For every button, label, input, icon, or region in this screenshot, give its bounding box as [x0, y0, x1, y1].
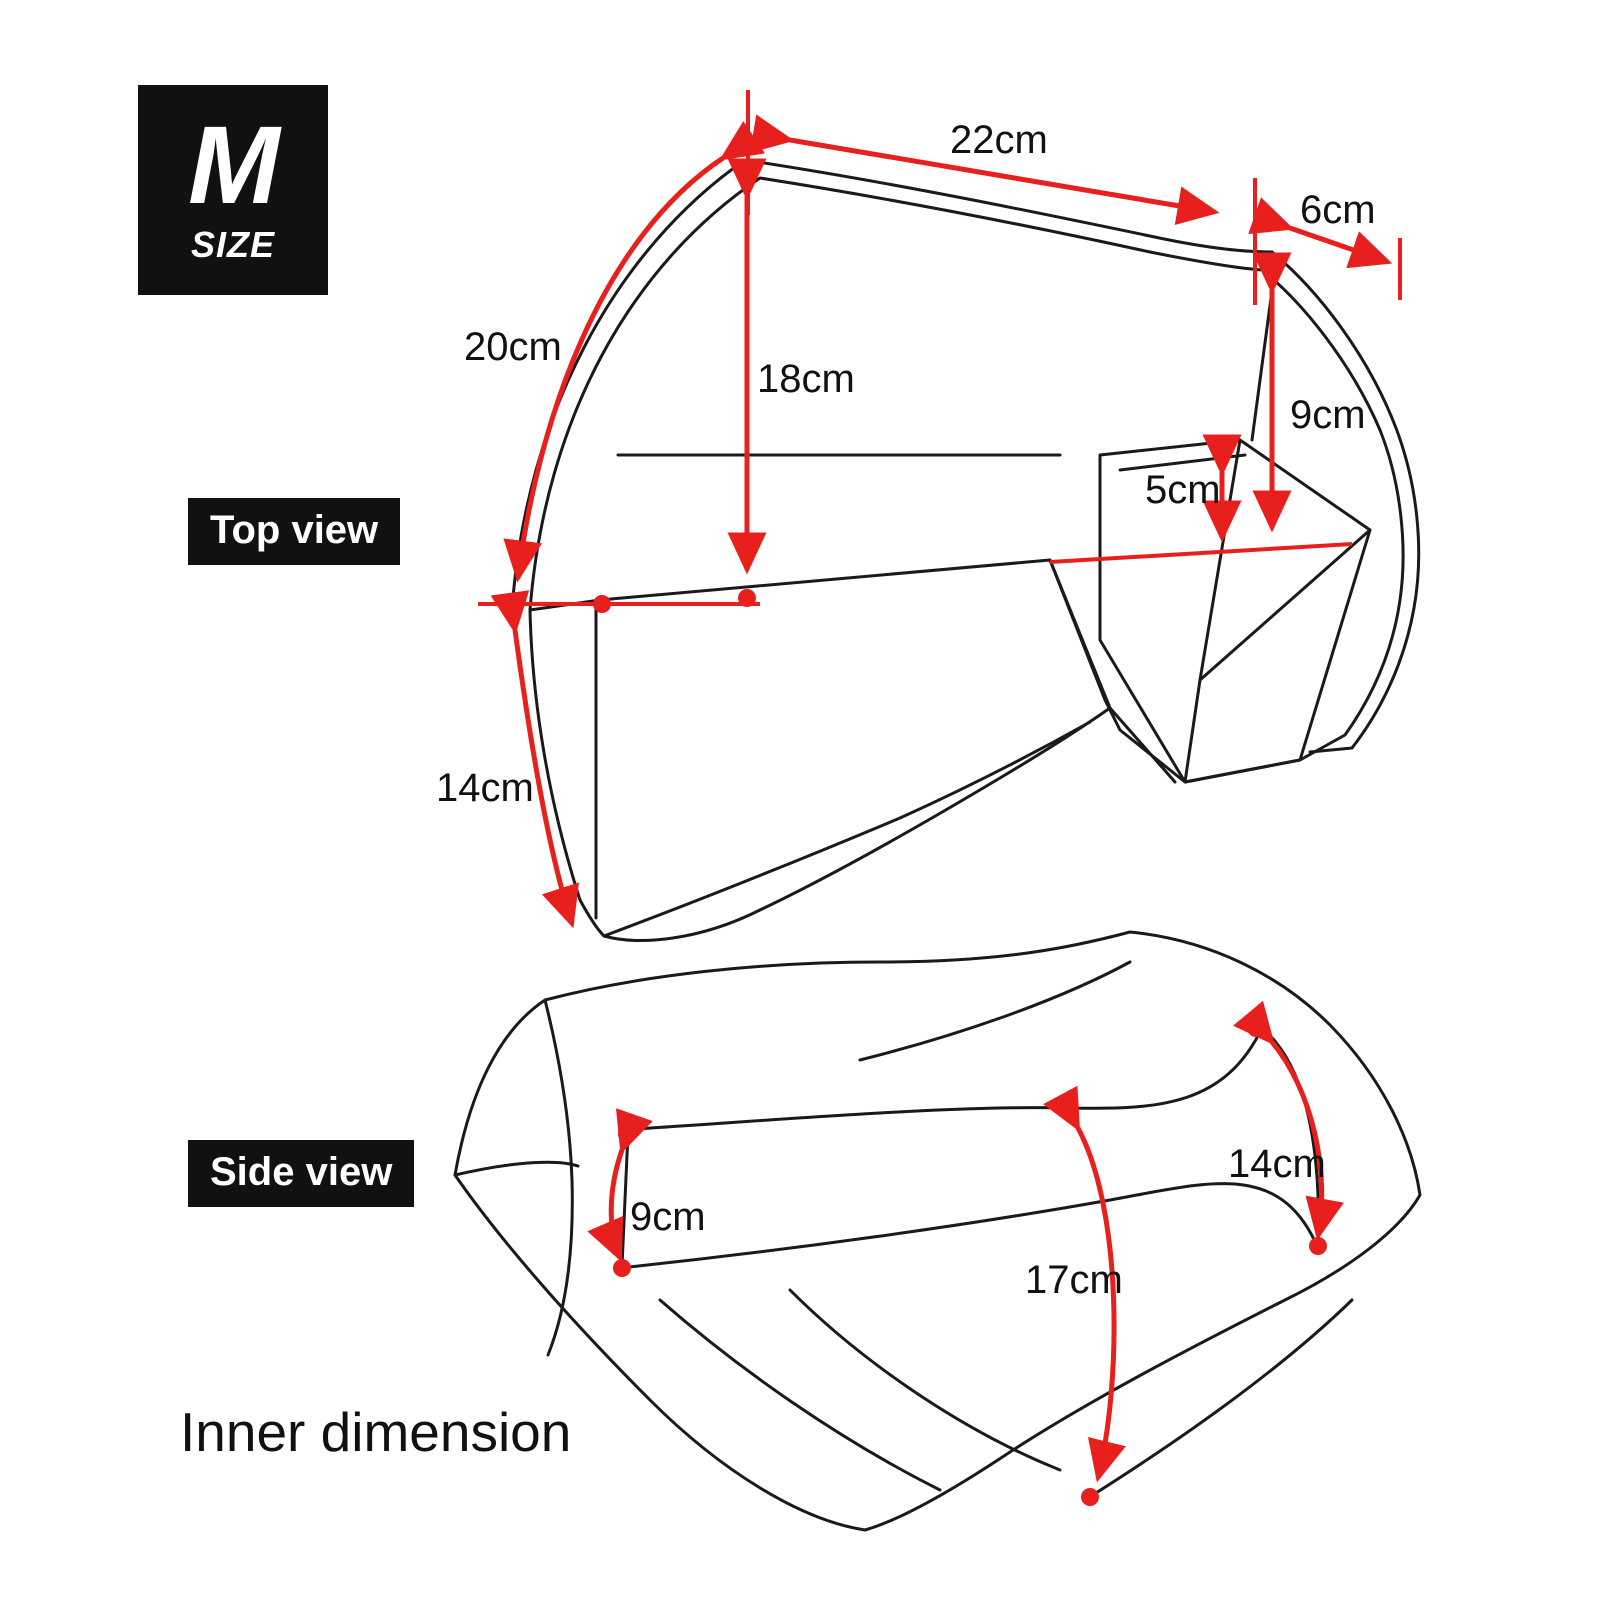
dimension-label-22cm: 22cm — [950, 118, 1048, 162]
dimension-label-9cm-top: 9cm — [1290, 393, 1366, 437]
top-view-label: Top view — [188, 498, 400, 565]
size-badge — [138, 85, 328, 295]
dimension-label-14cm-top: 14cm — [436, 766, 534, 810]
dimension-label-14cm-side: 14cm — [1228, 1142, 1326, 1186]
dimension-label-17cm: 17cm — [1025, 1258, 1123, 1302]
side-view-outline — [455, 932, 1420, 1530]
dimension-points-side-view — [613, 1019, 1327, 1506]
inner-dimension-caption: Inner dimension — [180, 1401, 572, 1463]
dimension-label-6cm: 6cm — [1300, 188, 1376, 232]
size-badge-letter: M — [188, 103, 278, 227]
dimension-label-5cm: 5cm — [1145, 468, 1221, 512]
dimension-label-9cm-side: 9cm — [630, 1195, 706, 1239]
dimension-label-18cm: 18cm — [757, 357, 855, 401]
top-view-outline — [512, 160, 1419, 940]
side-view-label: Side view — [188, 1140, 414, 1207]
dimension-label-20cm: 20cm — [464, 325, 562, 369]
size-badge-word: SIZE — [190, 224, 275, 266]
